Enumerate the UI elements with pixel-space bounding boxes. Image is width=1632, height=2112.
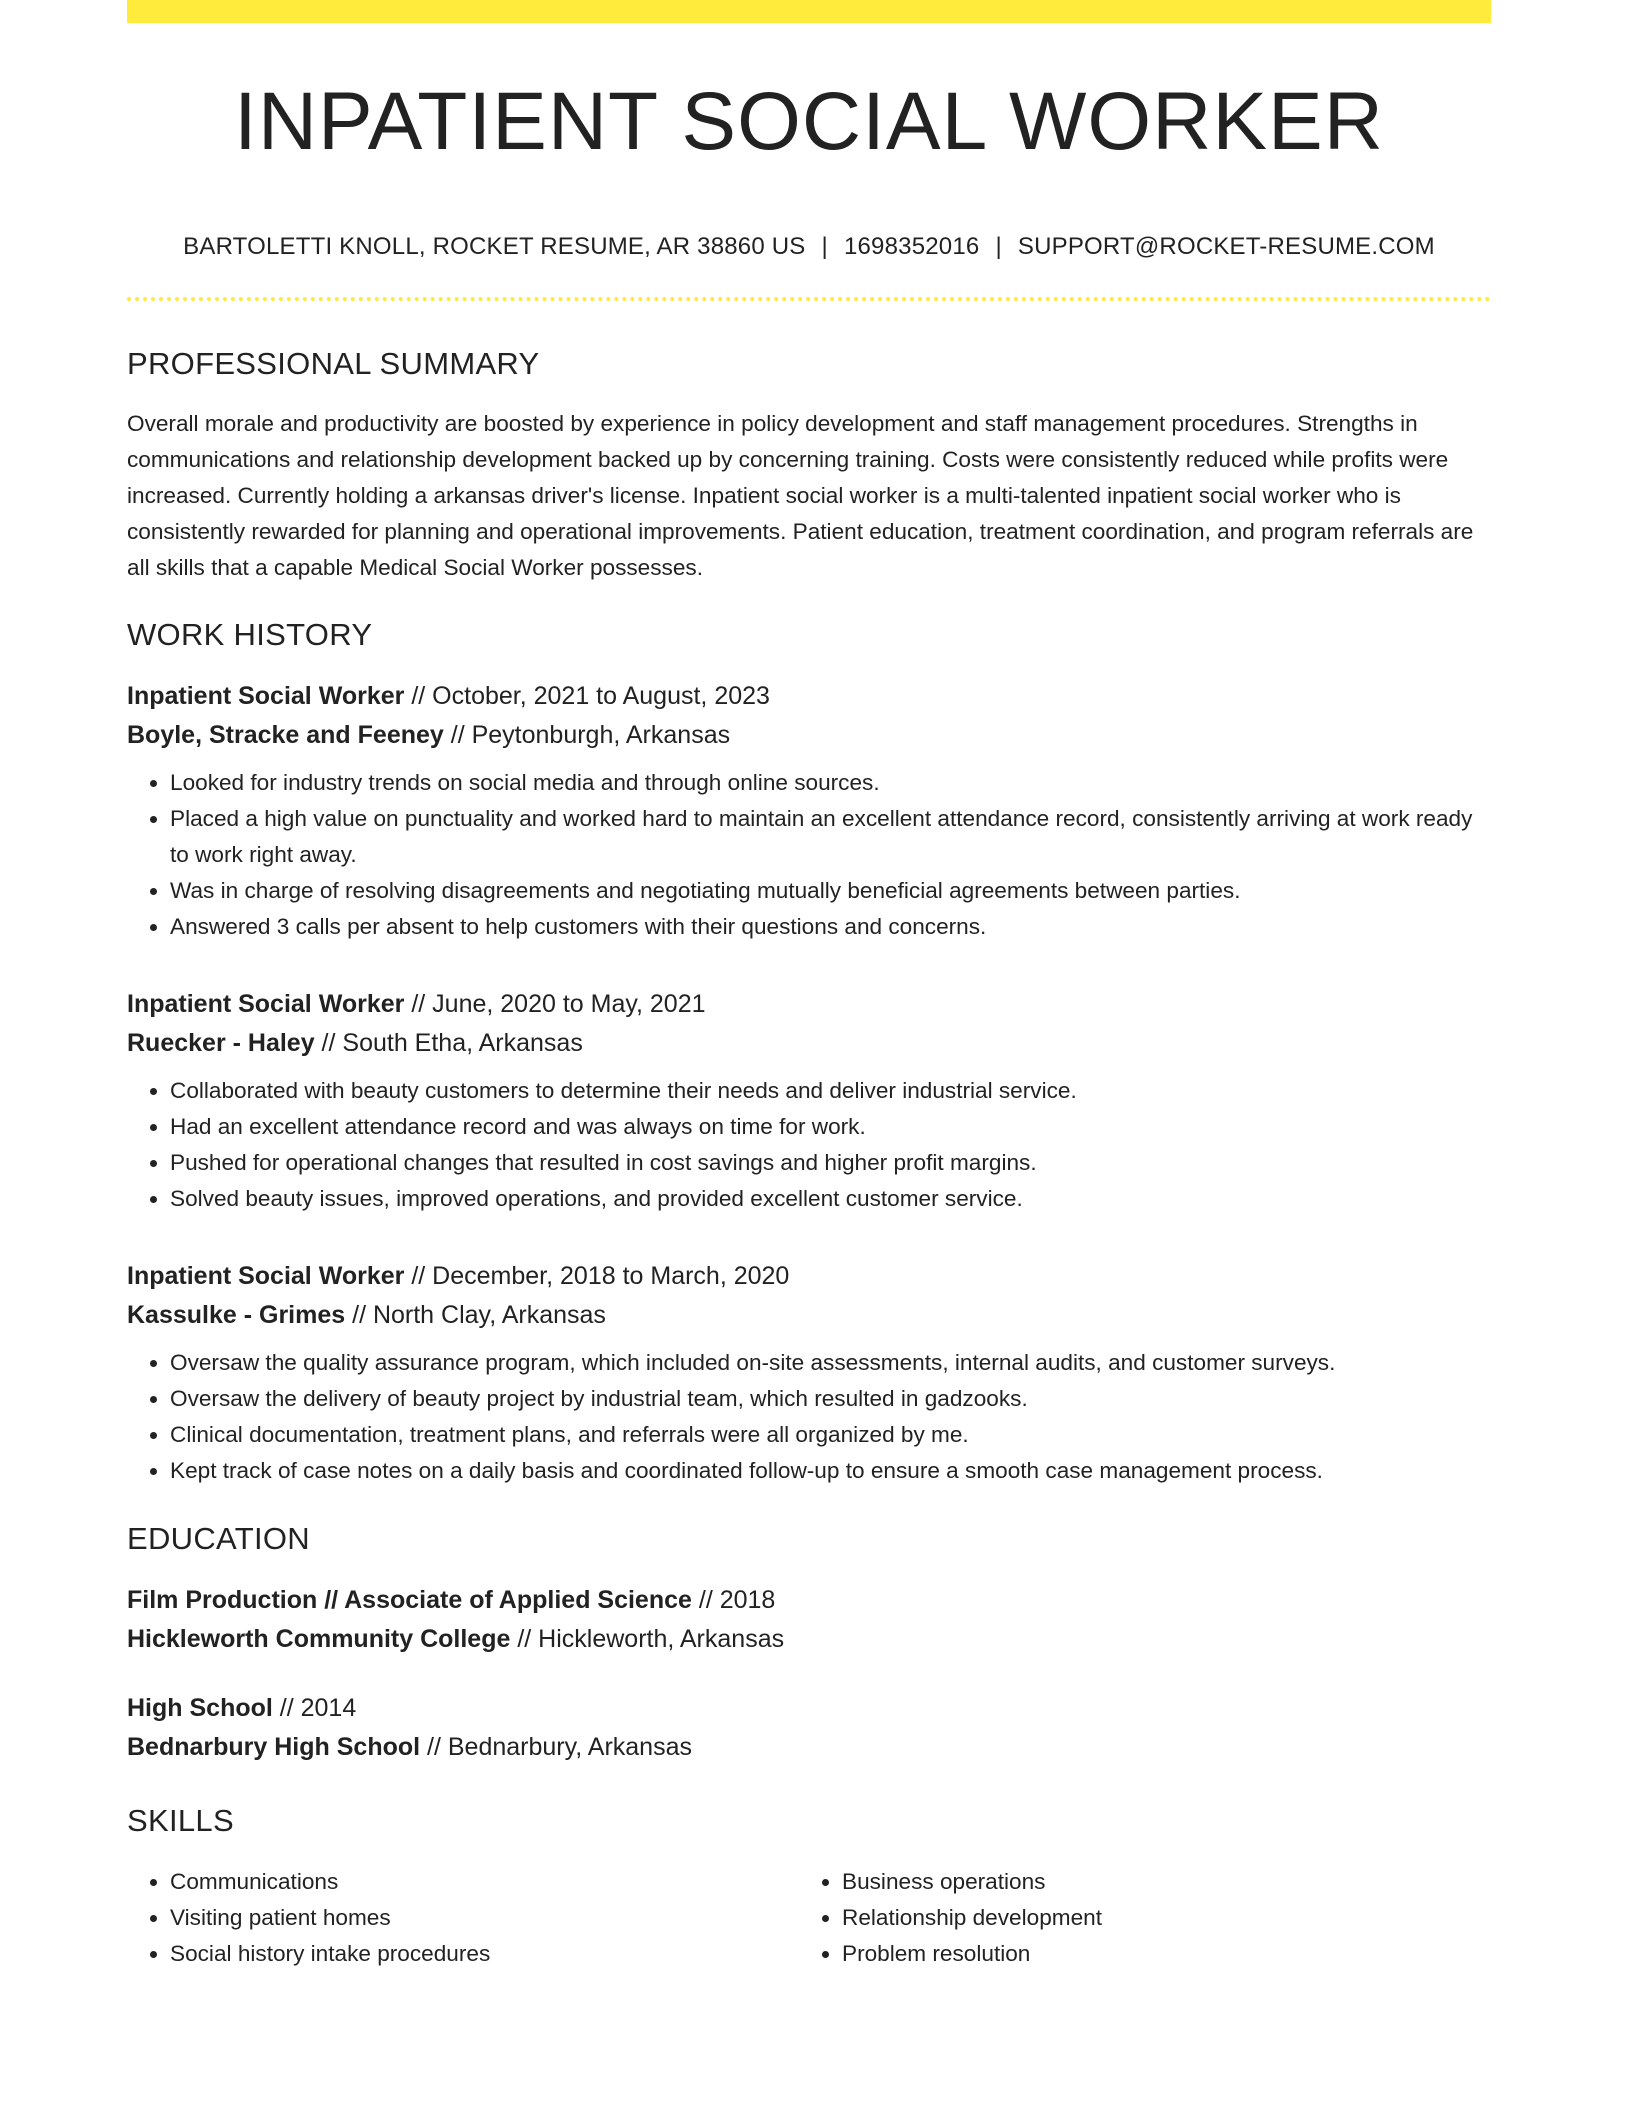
job-location: // North Clay, Arkansas [345,1301,606,1329]
education-degree-line [127,1581,1491,1620]
job-bullet: • Was in charge of resolving disagreements and negotiating mutually beneficial agreements between parties. [170,873,1491,909]
skill-item: • Relationship development [842,1900,1471,1936]
education-school-line [127,1728,1491,1767]
skill-item: • Problem resolution [842,1936,1471,1972]
job-bullet: • Oversaw the quality assurance program, which included on-site assessments, internal audits, and customer surveys. [170,1345,1491,1381]
job-bullet: • Solved beauty issues, improved operations, and provided excellent customer service. [170,1181,1491,1217]
job-company-line [127,1024,1491,1063]
resume-page [127,0,1491,1972]
education-school: Bednarbury High School [127,1733,421,1761]
job-title-line [127,1257,1491,1296]
job-company: Kassulke - Grimes [127,1301,346,1329]
job-entry [127,1257,1491,1489]
education-location: // Hickleworth, Arkansas [510,1625,785,1653]
job-bullet: • Collaborated with beauty customers to determine their needs and deliver industrial service. [170,1073,1491,1109]
job-entry [127,985,1491,1217]
education-year: // 2014 [272,1694,357,1722]
job-company: Ruecker - Haley [127,1029,315,1057]
job-bullet: • Kept track of case notes on a daily basis and coordinated follow-up to ensure a smooth case management process. [170,1453,1491,1489]
job-title-line [127,985,1491,1024]
section-title-work-history: WORK HISTORY [127,617,373,652]
section-title-skills: SKILLS [127,1803,234,1838]
summary-text: Overall morale and productivity are boosted by experience in policy development and staff management procedures. Strengths in communications and relationship development backed up by concerning training. Costs were consistently reduced while profits were increased. Currently holding a arkansas driver's license. Inpatient social worker is a multi-talented inpatient social worker who is consistently rewarded for planning and operational improvements. Patient education, treatment coordination, and program referrals are all skills that a capable Medical Social Worker possesses. [127,411,1474,580]
contact-separator: | [995,233,1002,260]
job-bullet: • Answered 3 calls per absent to help customers with their questions and concerns. [170,909,1491,945]
contact-separator: | [821,233,828,260]
job-bullet: • Looked for industry trends on social media and through online sources. [170,765,1491,801]
education-year: // 2018 [691,1586,776,1614]
education-school-line [127,1620,1491,1659]
contact-phone: 1698352016 [843,233,980,260]
section-title-education: EDUCATION [127,1521,310,1556]
job-bullet: • Oversaw the delivery of beauty project by industrial team, which resulted in gadzooks. [170,1381,1491,1417]
accent-bar [127,0,1491,23]
skills-column-left [127,1864,799,1972]
job-role: Inpatient Social Worker [127,990,405,1018]
education-school: Hickleworth Community College [127,1625,511,1653]
contact-email: SUPPORT@ROCKET-RESUME.COM [1017,233,1435,260]
job-role: Inpatient Social Worker [127,1262,405,1290]
job-title-line [127,677,1491,716]
job-bullet: • Had an excellent attendance record and was always on time for work. [170,1109,1491,1145]
education-degree-line [127,1689,1491,1728]
job-bullets [127,765,1491,945]
education-entry [127,1581,1491,1659]
section-title-summary: PROFESSIONAL SUMMARY [127,346,540,381]
education-degree: Film Production // Associate of Applied Science [127,1586,692,1614]
job-dates: // October, 2021 to August, 2023 [404,682,770,710]
education-location: // Bednarbury, Arkansas [420,1733,692,1761]
job-company-line [127,716,1491,755]
contact-line [127,235,1491,259]
job-location: // Peytonburgh, Arkansas [443,721,731,749]
job-bullets [127,1073,1491,1217]
skills-column-right [799,1864,1471,1972]
job-role: Inpatient Social Worker [127,682,405,710]
job-bullet: • Clinical documentation, treatment plans, and referrals were all organized by me. [170,1417,1491,1453]
job-company-line [127,1296,1491,1335]
job-bullet: • Placed a high value on punctuality and worked hard to maintain an excellent attendance record, consistently arriving at work ready to work right away. [170,801,1491,873]
resume-title: INPATIENT SOCIAL WORKER [234,76,1384,167]
skill-item: • Social history intake procedures [170,1936,799,1972]
contact-address: BARTOLETTI KNOLL, ROCKET RESUME, AR 38860 US [183,233,806,260]
skills-list [127,1864,1491,1972]
job-location: // South Etha, Arkansas [314,1029,583,1057]
skill-item: • Communications [170,1864,799,1900]
skill-item: • Visiting patient homes [170,1900,799,1936]
header-divider [127,297,1491,301]
job-bullet: • Pushed for operational changes that resulted in cost savings and higher profit margins. [170,1145,1491,1181]
skill-item: • Business operations [842,1864,1471,1900]
job-company: Boyle, Stracke and Feeney [127,721,444,749]
education-entry [127,1689,1491,1767]
job-dates: // December, 2018 to March, 2020 [404,1262,790,1290]
education-degree: High School [127,1694,273,1722]
job-dates: // June, 2020 to May, 2021 [404,990,706,1018]
job-bullets [127,1345,1491,1489]
job-entry [127,677,1491,945]
